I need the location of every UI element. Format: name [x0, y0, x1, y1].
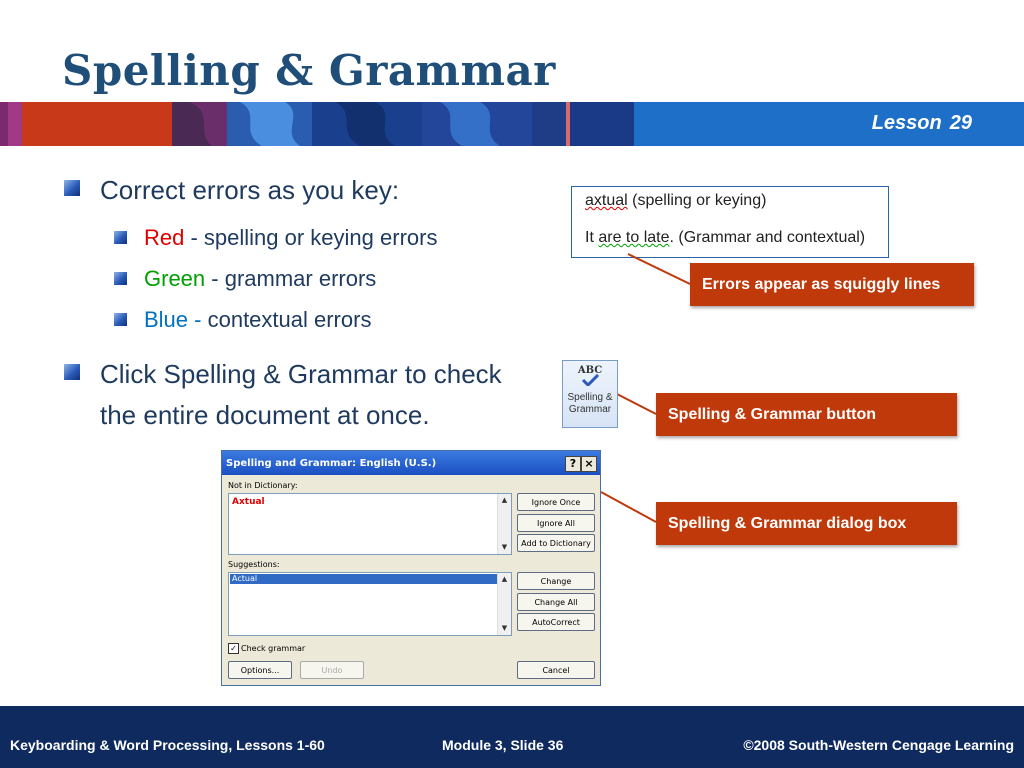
close-icon[interactable]: ×	[581, 456, 597, 472]
button-label	[563, 392, 617, 416]
slide-title: Spelling & Grammar	[62, 46, 556, 95]
suggestions-list[interactable]	[228, 572, 512, 636]
lesson-number: 29	[949, 112, 972, 134]
options-button[interactable]: Options...	[228, 661, 292, 679]
callout-dialog: Spelling & Grammar dialog box	[656, 502, 957, 545]
footer-slide-number: Module 3, Slide 36	[442, 737, 564, 753]
lesson-word: Lesson	[871, 112, 942, 134]
abc-check-icon: ABC	[577, 365, 603, 376]
sub-bullet-key: Red	[144, 225, 185, 250]
example-text: It	[585, 229, 599, 246]
sub-bullet-key: Green	[144, 266, 206, 291]
scroll-up-icon[interactable]: ▲	[501, 575, 508, 583]
scrollbar[interactable]	[497, 573, 511, 635]
undo-button: Undo	[300, 661, 364, 679]
help-icon[interactable]: ?	[565, 456, 581, 472]
footer-course: Keyboarding & Word Processing, Lessons 1-60	[10, 737, 325, 753]
callout-squiggly: Errors appear as squiggly lines	[690, 263, 974, 306]
bullet-text: Correct errors as you key:	[100, 175, 400, 205]
add-to-dictionary-button[interactable]: Add to Dictionary	[517, 534, 595, 552]
callout-button: Spelling & Grammar button	[656, 393, 957, 436]
sub-bullet-text: - spelling or keying errors	[184, 225, 438, 250]
not-in-dictionary-box[interactable]	[228, 493, 512, 555]
grammar-error: are to late	[598, 229, 670, 246]
ignore-all-button[interactable]: Ignore All	[517, 514, 595, 532]
spelling-grammar-button[interactable]	[562, 360, 618, 428]
spelling-grammar-dialog	[221, 450, 601, 686]
sub-bullet-text: contextual errors	[201, 307, 372, 332]
cancel-button[interactable]: Cancel	[517, 661, 595, 679]
dialog-title: Spelling and Grammar: English (U.S.)	[226, 458, 437, 469]
dialog-title-bar	[222, 451, 600, 475]
check-grammar-checkbox[interactable]: ✓	[228, 643, 239, 654]
not-in-dictionary-word: Axtual	[232, 497, 265, 507]
footer-copyright: ©2008 South-Western Cengage Learning	[743, 737, 1014, 753]
scroll-up-icon[interactable]: ▲	[501, 496, 508, 504]
change-button[interactable]: Change	[517, 572, 595, 590]
example-text: . (Grammar and contextual)	[669, 229, 866, 246]
suggestions-label: Suggestions:	[228, 560, 280, 569]
bullet-text: Click Spelling & Grammar to check the entire document at once.	[100, 359, 502, 430]
change-all-button[interactable]: Change All	[517, 593, 595, 611]
scroll-down-icon[interactable]: ▼	[501, 543, 508, 551]
sub-bullet-key: Blue -	[144, 307, 202, 332]
autocorrect-button[interactable]: AutoCorrect	[517, 613, 595, 631]
misspelled-word: axtual	[585, 192, 628, 209]
suggestion-item[interactable]: Actual	[230, 574, 497, 584]
button-label-line1: Spelling &	[567, 392, 613, 403]
scrollbar[interactable]	[497, 494, 511, 554]
sub-bullet-text: - grammar errors	[205, 266, 377, 291]
slide-footer	[0, 706, 1024, 768]
scroll-down-icon[interactable]: ▼	[501, 624, 508, 632]
check-grammar-label: Check grammar	[241, 644, 306, 653]
button-label-line2: Grammar	[568, 404, 612, 415]
not-in-dictionary-label: Not in Dictionary:	[228, 481, 298, 490]
example-text: (spelling or keying)	[627, 192, 767, 209]
ignore-once-button[interactable]: Ignore Once	[517, 493, 595, 511]
